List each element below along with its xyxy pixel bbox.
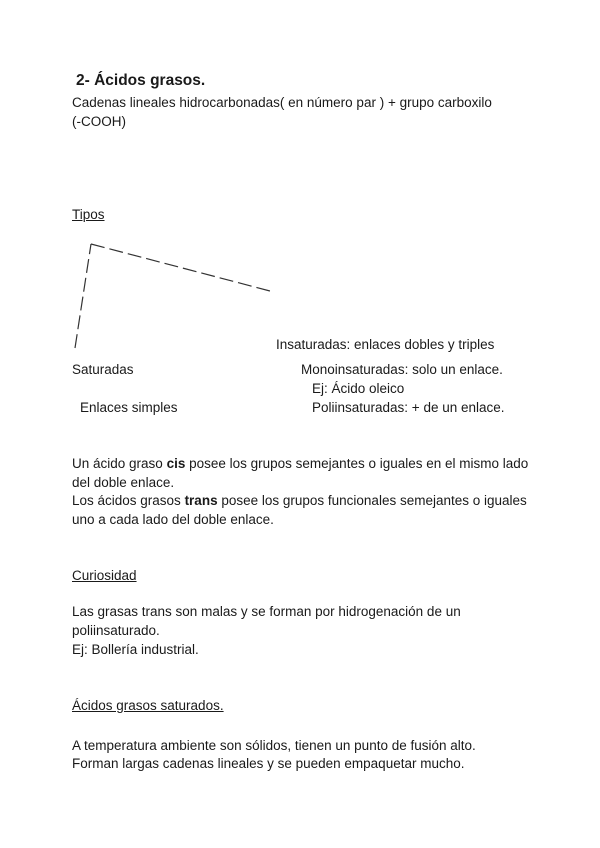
- intro-line-1: Cadenas lineales hidrocarbonadas( en número par ) + grupo carboxilo: [72, 95, 492, 110]
- curiosidad-example: Ej: Bollería industrial.: [72, 642, 199, 657]
- saturados-line-2: Forman largas cadenas lineales y se pueden empaquetar mucho.: [72, 756, 465, 771]
- insaturadas-label: Insaturadas: enlaces dobles y triples: [276, 337, 495, 352]
- poliinsaturadas-label: Poliinsaturadas: + de un enlace.: [312, 400, 505, 415]
- tipos-heading: Tipos: [72, 207, 105, 222]
- saturados-heading: Ácidos grasos saturados.: [72, 698, 224, 713]
- branch-line-insaturadas: [91, 244, 270, 291]
- intro-line-2: (-COOH): [72, 114, 126, 129]
- monoinsaturadas-label: Monoinsaturadas: solo un enlace.: [301, 362, 503, 377]
- saturadas-label: Saturadas: [72, 362, 134, 377]
- curiosidad-text: Las grasas trans son malas y se forman por hidrogenación de un poliinsaturado.: [72, 604, 461, 638]
- branch-line-saturadas: [75, 244, 91, 348]
- section-title: 2- Ácidos grasos.: [76, 72, 206, 89]
- trans-paragraph: Los ácidos grasos trans posee los grupos funcionales semejantes o iguales uno a cada lado del doble enlace.: [72, 493, 527, 527]
- saturados-line-1: A temperatura ambiente son sólidos, tienen un punto de fusión alto.: [72, 738, 476, 753]
- cis-paragraph: Un ácido graso cis posee los grupos semejantes o iguales en el mismo lado del doble enlace.: [72, 456, 529, 490]
- cis-term: cis: [166, 456, 186, 471]
- trans-term: trans: [184, 493, 218, 508]
- example-oleico: Ej: Ácido oleico: [312, 381, 405, 396]
- enlaces-simples-label: Enlaces simples: [80, 400, 178, 415]
- curiosidad-heading: Curiosidad: [72, 568, 137, 583]
